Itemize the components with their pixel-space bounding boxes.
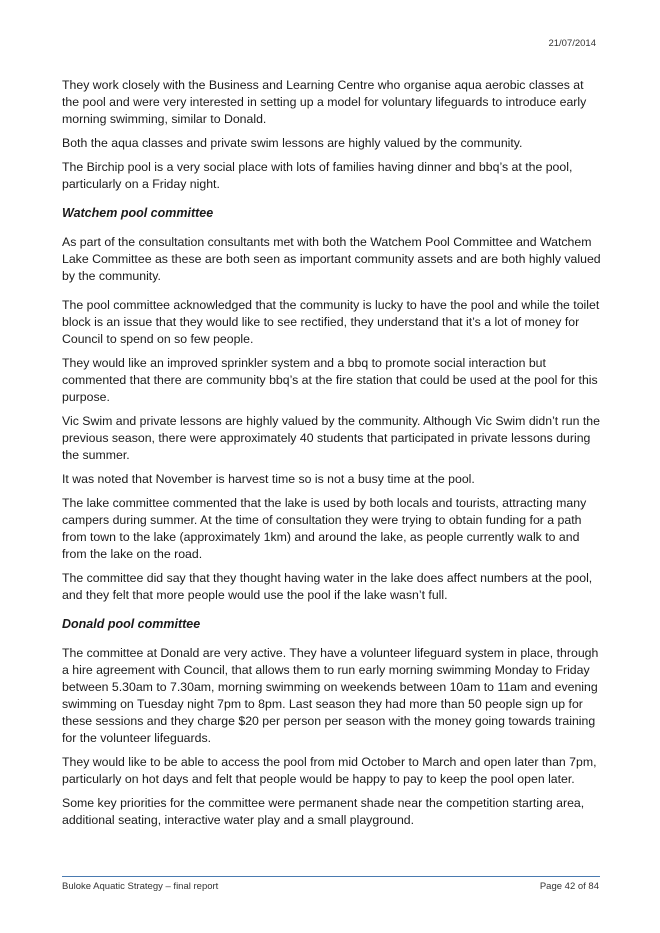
paragraph: They would like to be able to access the pool from mid October to March and open later than 7pm, particularly on hot days and felt that people would be happy to pay to keep the pool open later. — [62, 755, 597, 786]
paragraph: Both the aqua classes and private swim lessons are highly valued by the community. — [62, 136, 523, 150]
header-date: 21/07/2014 — [548, 38, 596, 49]
paragraph: The committee did say that they thought having water in the lake does affect numbers at the pool, and they felt that more people would use the pool if the lake wasn’t full. — [62, 571, 593, 602]
paragraph: As part of the consultation consultants met with both the Watchem Pool Committee and Watchem Lake Committee as these are both seen as important community assets and are both highly valued by the community. — [62, 235, 601, 283]
footer-report-title: Buloke Aquatic Strategy – final report — [62, 881, 219, 892]
paragraph: It was noted that November is harvest time so is not a busy time at the pool. — [62, 472, 475, 486]
page-body — [62, 77, 602, 836]
paragraph: They work closely with the Business and Learning Centre who organise aqua aerobic classes at the pool and were very interested in setting up a model for voluntary lifeguards to introduce early morning swimming, similar to Donald. — [62, 78, 587, 126]
paragraph: Vic Swim and private lessons are highly valued by the community. Although Vic Swim didn’t run the previous season, there were approximately 40 students that participated in private lessons during the summer. — [62, 414, 600, 462]
paragraph: The Birchip pool is a very social place with lots of families having dinner and bbq’s at the pool, particularly on a Friday night. — [62, 160, 573, 191]
paragraph: The lake committee commented that the lake is used by both locals and tourists, attracting many campers during summer. At the time of consultation they were trying to obtain funding for a path from town to the lake (approximately 1km) and around the lake, as people currently walk to and from the lake on the road. — [62, 496, 587, 561]
paragraph: The pool committee acknowledged that the community is lucky to have the pool and while the toilet block is an issue that they would like to see rectified, they understand that it’s a lot of money for Council to spend on so few people. — [62, 298, 600, 346]
paragraph: The committee at Donald are very active. They have a volunteer lifeguard system in place, through a hire agreement with Council, that allows them to run early morning swimming Monday to Friday between 5.30am to 7.30am, morning swimming on weekends between 10am to 11am and evening swimming on Tuesday night 7pm to 8pm. Last season they had more than 50 people sign up for these sessions and they charge $20 per person per season with the money going towards training for the volunteer lifeguards. — [62, 646, 599, 745]
paragraph: Some key priorities for the committee were permanent shade near the competition starting area, additional seating, interactive water play and a small playground. — [62, 796, 585, 827]
footer-page-number: Page 42 of 84 — [539, 881, 599, 892]
footer-divider — [62, 876, 600, 877]
paragraph: They would like an improved sprinkler system and a bbq to promote social interaction but commented that there are community bbq’s at the fire station that could be used at the pool for this purpose. — [62, 356, 598, 404]
section-heading-watchem: Watchem pool committee — [62, 206, 214, 220]
section-heading-donald: Donald pool committee — [62, 617, 201, 631]
